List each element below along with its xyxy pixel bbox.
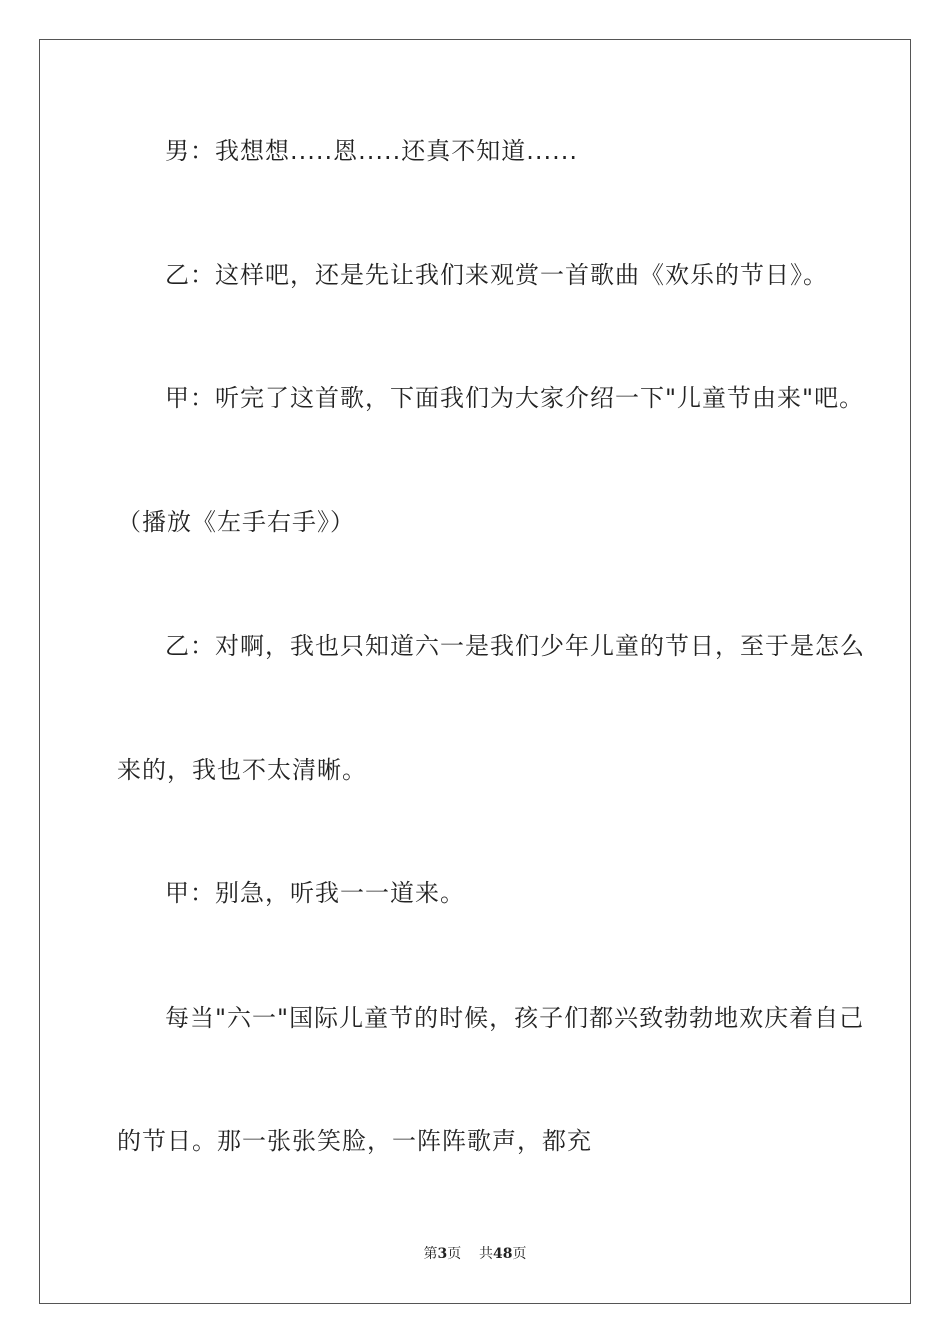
footer-total-suffix: 页: [512, 1246, 527, 1262]
paragraph-7-continued: 的节日。那一张张笑脸，一阵阵歌声，都充: [117, 1127, 592, 1155]
footer-total-pages: 48: [493, 1246, 513, 1262]
paragraph-5-continued: 来的，我也不太清晰。: [117, 756, 367, 784]
paragraph-4: （播放《左手右手》）: [117, 508, 355, 536]
paragraph-3: 甲：听完了这首歌，下面我们为大家介绍一下"儿童节由来"吧。: [165, 384, 865, 412]
page-footer: [0, 1245, 950, 1263]
footer-total-prefix: 共: [479, 1246, 494, 1262]
paragraph-7: 每当"六一"国际儿童节的时候，孩子们都兴致勃勃地欢庆着自己: [165, 1004, 865, 1032]
paragraph-6: 甲：别急，听我一一道来。: [165, 879, 465, 907]
footer-current-page: 3: [437, 1246, 448, 1262]
page-border: [39, 39, 911, 1304]
paragraph-2: 乙：这样吧，还是先让我们来观赏一首歌曲《欢乐的节日》。: [165, 261, 828, 289]
footer-page-suffix: 页: [447, 1246, 462, 1262]
paragraph-1: 男：我想想.....恩.....还真不知道......: [165, 137, 579, 165]
paragraph-5: 乙：对啊，我也只知道六一是我们少年儿童的节日，至于是怎么: [165, 632, 865, 660]
footer-page-prefix: 第: [423, 1246, 438, 1262]
